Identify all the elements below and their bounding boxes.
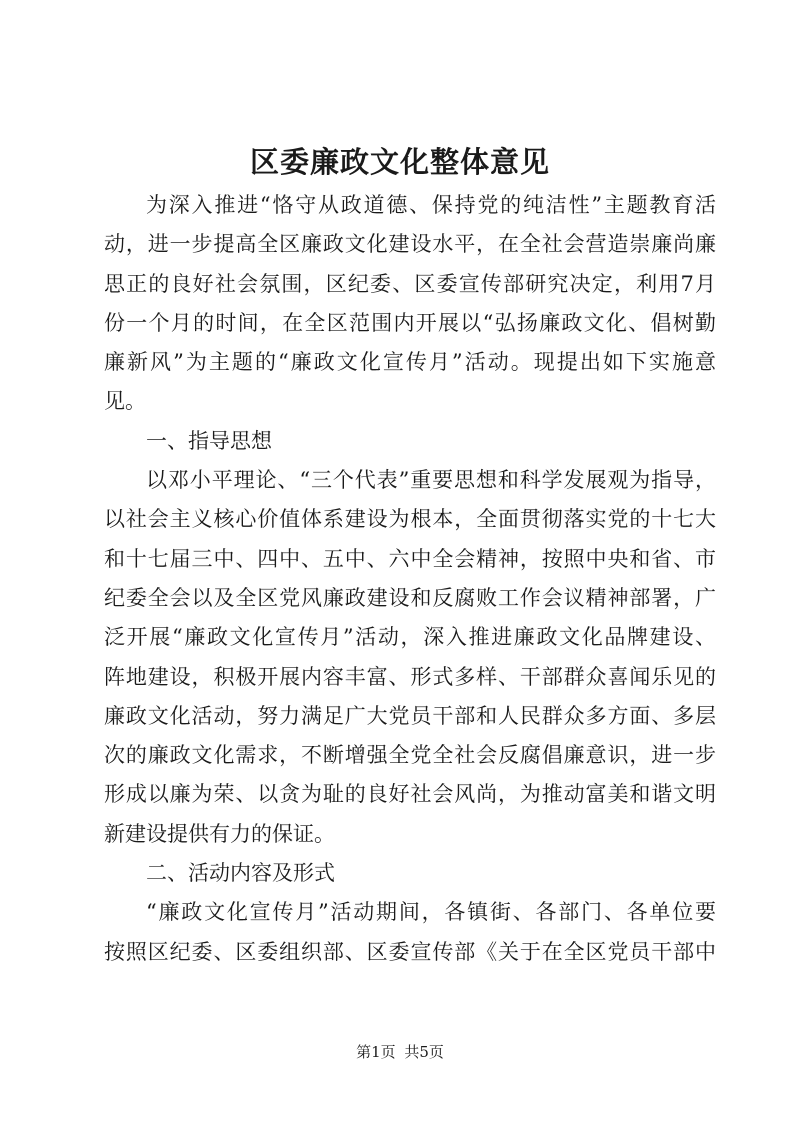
- text-line: 廉政文化活动，努力满足广大党员干部和人民群众多方面、多层: [104, 703, 716, 728]
- text-line: 二、活动内容及形式: [146, 861, 335, 886]
- text-line: “廉政文化宣传月”活动期间，各镇街、各部门、各单位要: [146, 900, 716, 925]
- text-line: 按照区纪委、区委组织部、区委宣传部《关于在全区党员干部中: [104, 939, 716, 964]
- text-line: 阵地建设，积极开展内容丰富、形式多样、干部群众喜闻乐见的: [104, 664, 716, 689]
- page-number: 第1页: [356, 1043, 396, 1061]
- text-line: 见。: [104, 389, 146, 414]
- text-line: 泛开展“廉政文化宣传月”活动，深入推进廉政文化品牌建设、: [104, 625, 716, 650]
- text-line: 次的廉政文化需求，不断增强全党全社会反腐倡廉意识，进一步: [104, 743, 716, 768]
- text-line: 新建设提供有力的保证。: [104, 821, 335, 846]
- text-line: 廉新风”为主题的“廉政文化宣传月”活动。现提出如下实施意: [104, 350, 716, 375]
- text-line: 纪委全会以及全区党风廉政建设和反腐败工作会议精神部署，广: [104, 585, 716, 610]
- text-line: 一、指导思想: [146, 428, 272, 453]
- page-footer: [0, 1042, 800, 1062]
- text-line: 以社会主义核心价值体系建设为根本，全面贯彻落实党的十七大: [104, 507, 716, 532]
- text-line: 份一个月的时间，在全区范围内开展以“弘扬廉政文化、倡树勤: [104, 310, 716, 335]
- text-line: 思正的良好社会氛围，区纪委、区委宣传部研究决定，利用7月: [104, 271, 716, 296]
- text-line: 以邓小平理论、“三个代表”重要思想和科学发展观为指导，: [146, 468, 716, 493]
- text-line: 为深入推进“恪守从政道德、保持党的纯洁性”主题教育活: [146, 193, 716, 217]
- document-title: 区委廉政文化整体意见: [249, 145, 550, 179]
- text-line: 和十七届三中、四中、五中、六中全会精神，按照中央和省、市: [104, 546, 716, 571]
- text-line: 形成以廉为荣、以贪为耻的良好社会风尚，为推动富美和谐文明: [104, 782, 716, 807]
- text-line: 动，进一步提高全区廉政文化建设水平，在全社会营造崇廉尚廉: [104, 232, 716, 257]
- page-total: 共5页: [404, 1043, 444, 1061]
- document-body: [104, 186, 716, 972]
